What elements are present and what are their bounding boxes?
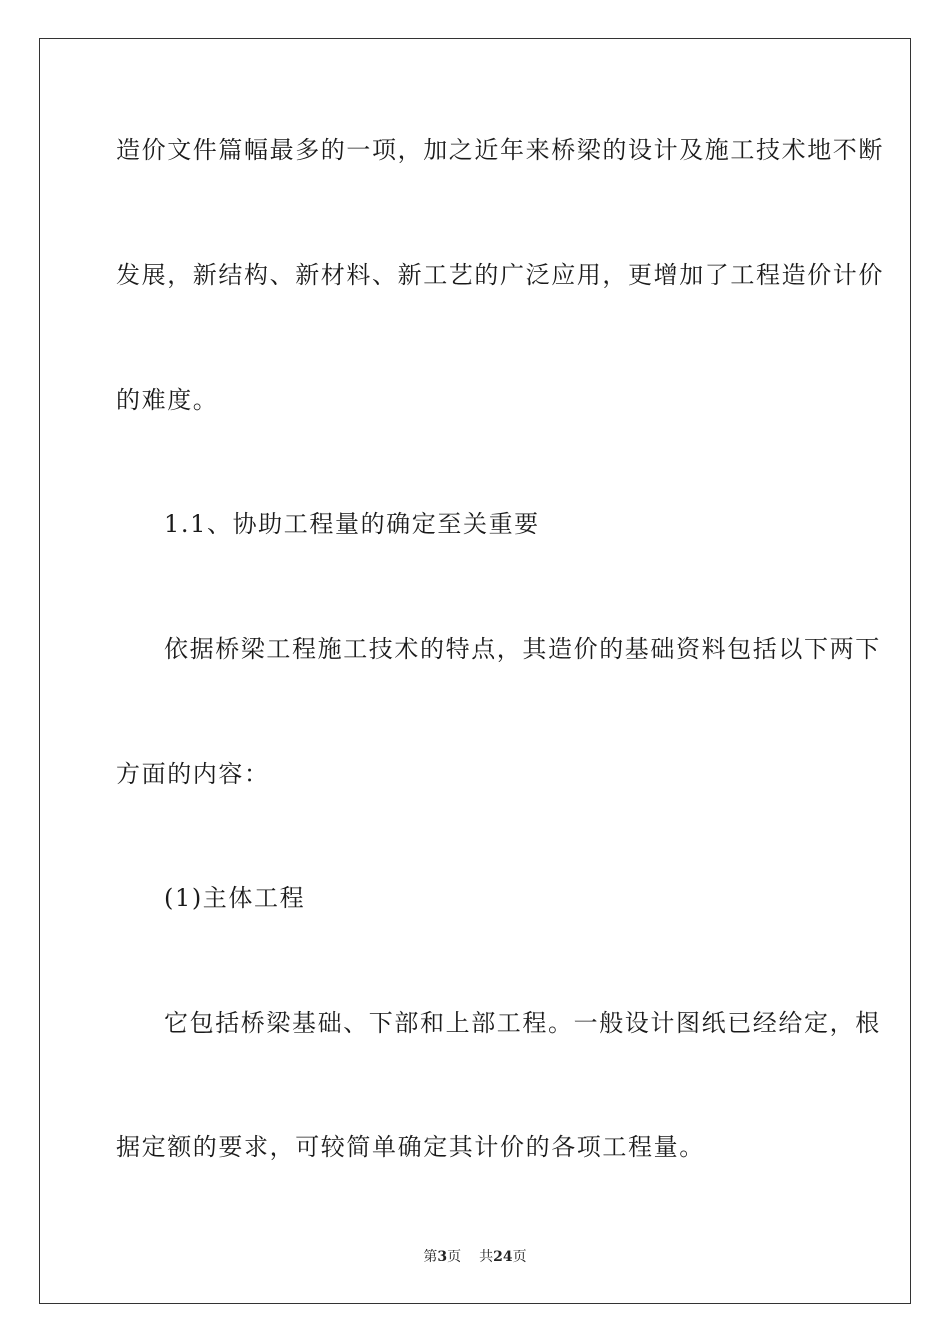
total-suffix: 页 [512, 1249, 527, 1265]
section-heading: 1.1、协助工程量的确定至关重要 [164, 510, 540, 538]
body-text-line-4: 依据桥梁工程施工技术的特点，其造价的基础资料包括以下两下 [164, 635, 881, 663]
page-footer [0, 1248, 950, 1266]
page-prefix: 第 [423, 1249, 438, 1265]
body-text-line-1: 造价文件篇幅最多的一项，加之近年来桥梁的设计及施工技术地不断 [116, 136, 884, 164]
body-text-line-5: 方面的内容： [116, 760, 270, 788]
body-text-line-3: 的难度。 [116, 386, 219, 414]
page-number: 3 [437, 1249, 448, 1265]
body-text-line-6: 它包括桥梁基础、下部和上部工程。一般设计图纸已经给定，根 [164, 1009, 881, 1037]
total-pages: 24 [493, 1249, 513, 1265]
page-suffix: 页 [447, 1249, 462, 1265]
body-text-line-2: 发展，新结构、新材料、新工艺的广泛应用，更增加了工程造价计价 [116, 261, 884, 289]
page-frame [39, 38, 911, 1304]
total-prefix: 共 [479, 1249, 494, 1265]
body-text-line-7: 据定额的要求，可较简单确定其计价的各项工程量。 [116, 1133, 705, 1161]
subsection-heading: (1)主体工程 [164, 884, 306, 912]
